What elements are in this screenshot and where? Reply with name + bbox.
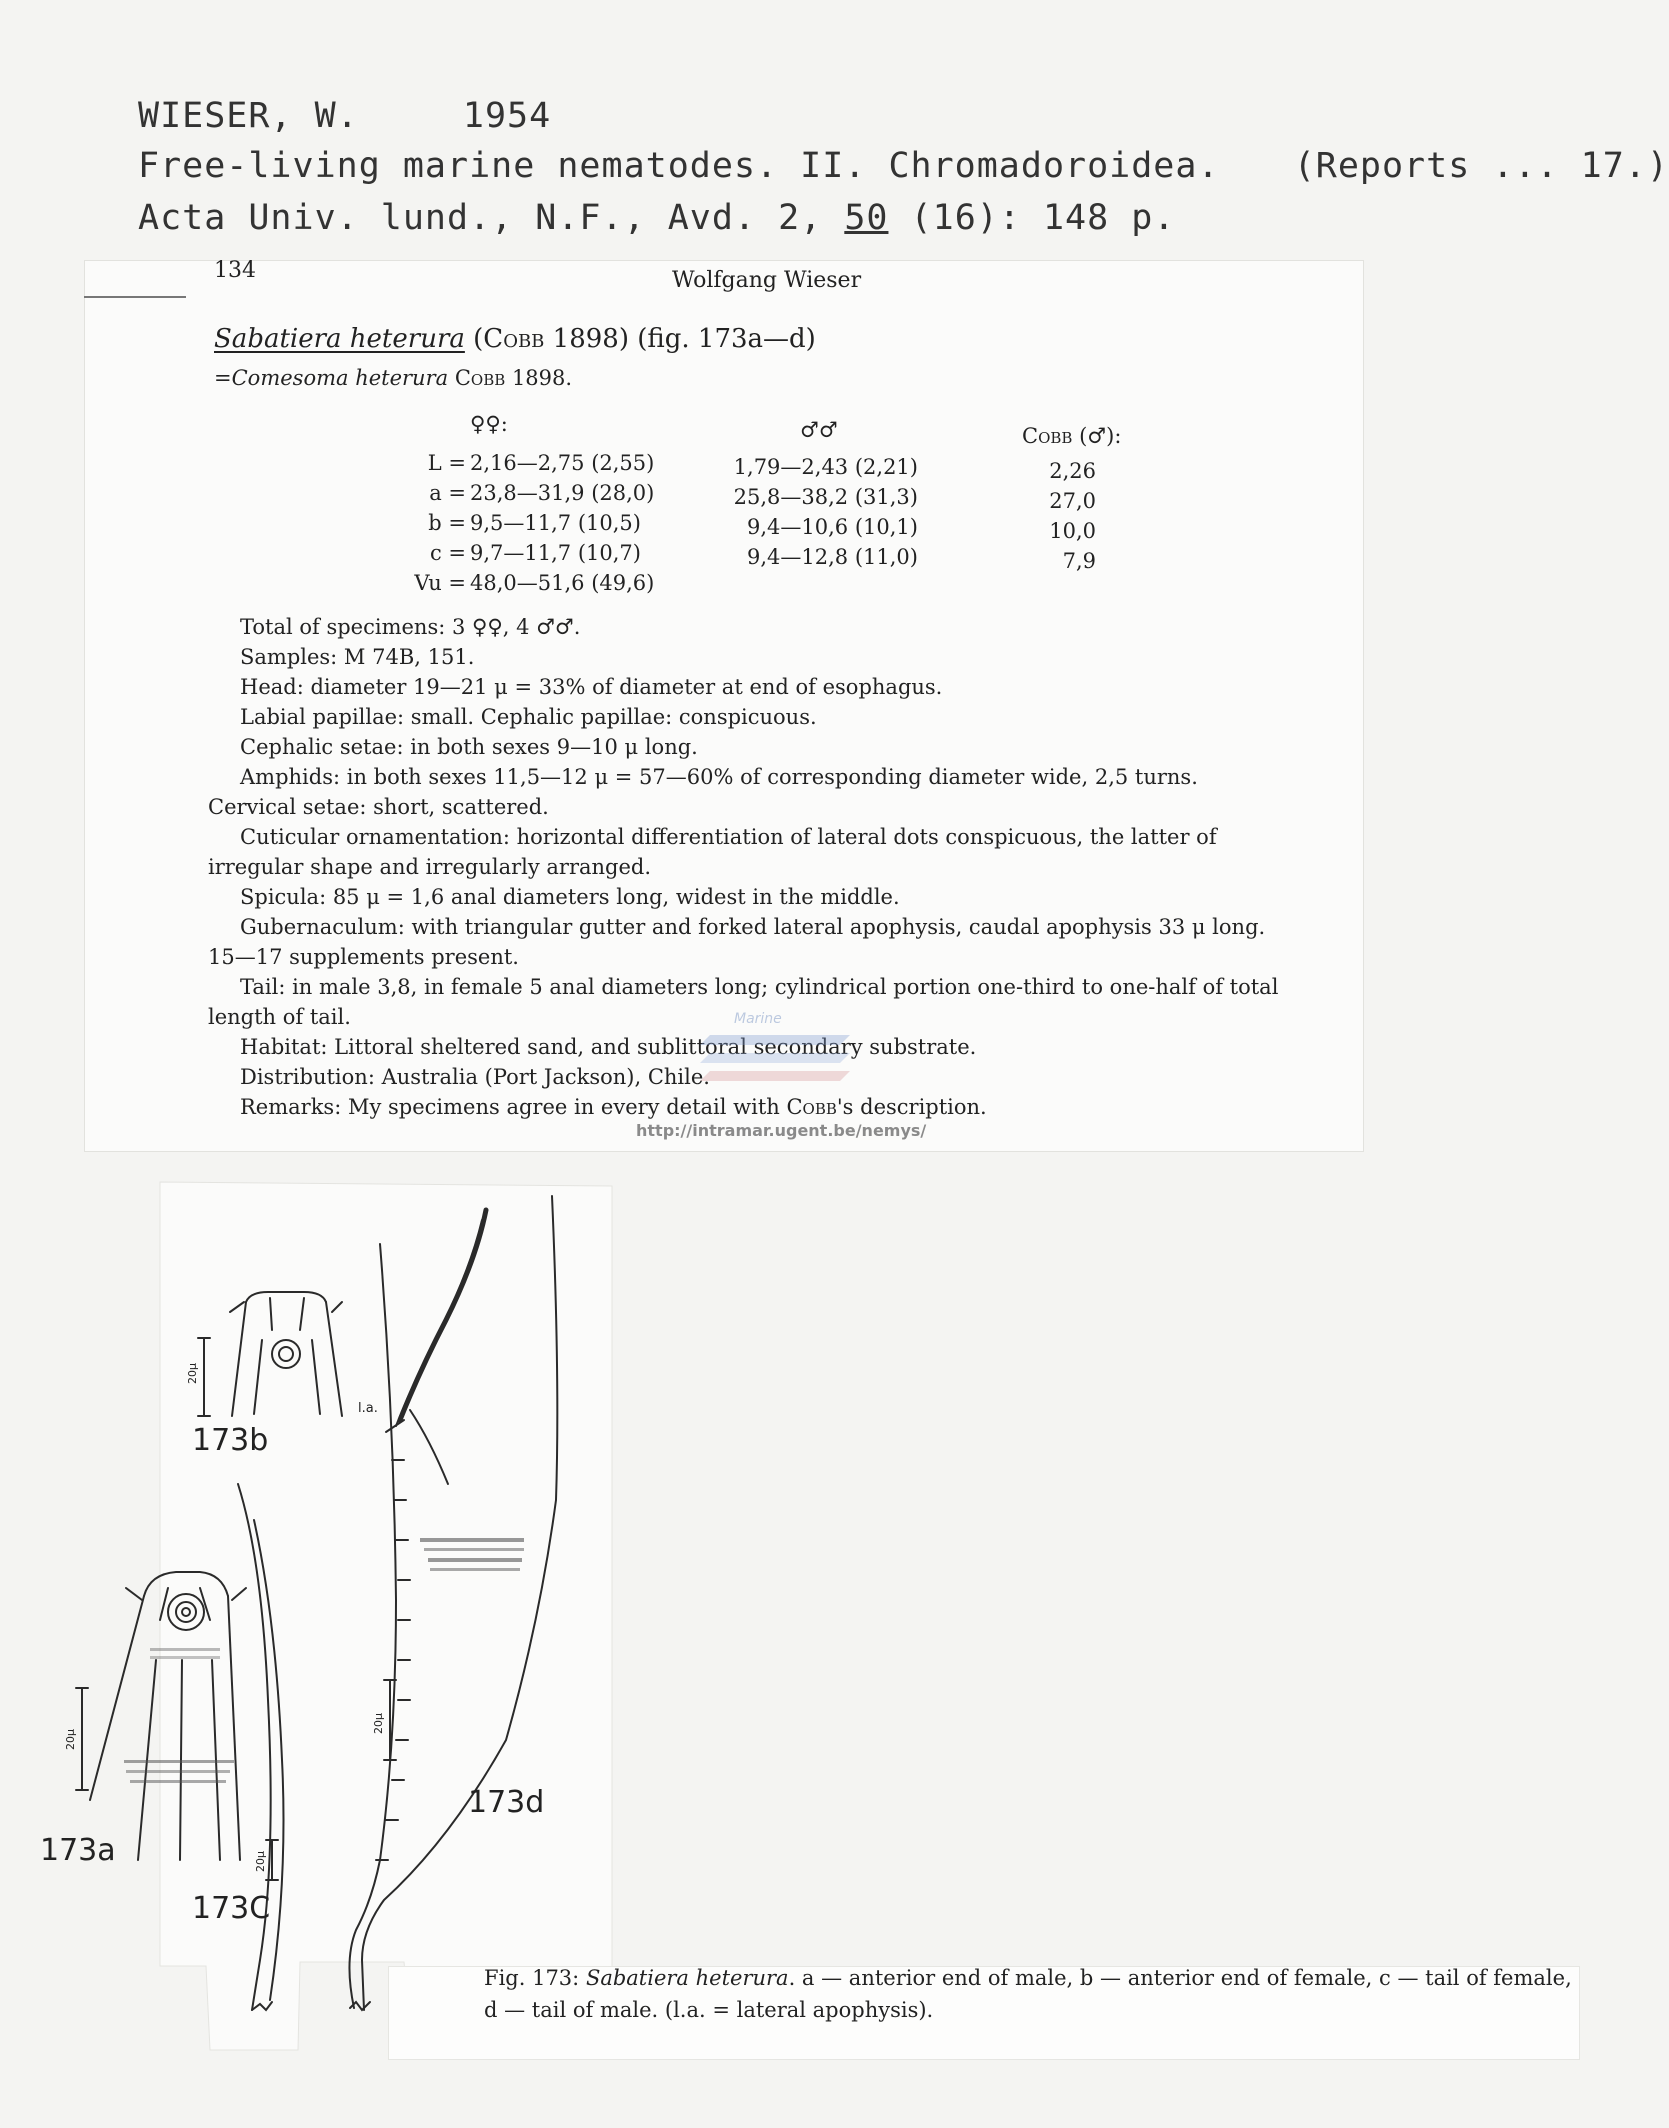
male-value: 9,4—10,6 (10,1) xyxy=(747,515,918,539)
figure-label-173d: 173d xyxy=(468,1785,545,1820)
male-value: 25,8—38,2 (31,3) xyxy=(733,485,918,509)
watermark-url-link[interactable]: http://intramar.ugent.be/nemys/ xyxy=(636,1121,927,1140)
description-paragraph: Cephalic setae: in both sexes 9—10 μ long. xyxy=(240,735,698,759)
description-paragraph: Samples: M 74B, 151. xyxy=(240,645,475,669)
page-number: 134 xyxy=(214,258,256,283)
description-paragraph: Tail: in male 3,8, in female 5 anal diameters long; cylindrical portion one-third to one-half of total length of tail. xyxy=(208,975,1279,1029)
description-paragraph: Remarks: My specimens agree in every detail with Cobb's description. xyxy=(240,1095,987,1119)
caption-prefix: Fig. 173: xyxy=(484,1966,580,1990)
caption-species: Sabatiera heterura xyxy=(585,1966,789,1990)
citation-year: 1954 xyxy=(462,96,552,136)
figure-caption xyxy=(484,1962,1574,2026)
species-author-year: 1898) xyxy=(552,324,629,354)
description-paragraph: Cervical setae: short, scattered. xyxy=(208,795,549,819)
female-value: 9,7—11,7 (10,7) xyxy=(470,541,641,565)
description-paragraph: Amphids: in both sexes 11,5—12 μ = 57—60% of corresponding diameter wide, 2,5 turns. xyxy=(240,765,1198,789)
description-paragraph: Distribution: Australia (Port Jackson), Chile. xyxy=(240,1065,710,1089)
figure-label-173c: 173C xyxy=(192,1891,271,1926)
cobb-value: 27,0 xyxy=(1049,489,1096,513)
scale-bar-label: 20μ xyxy=(372,1713,385,1734)
citation-author: WIESER, W. xyxy=(138,96,359,136)
description-paragraph: Labial papillae: small. Cephalic papillae: conspicuous. xyxy=(240,705,817,729)
label-a: a = xyxy=(429,481,466,505)
female-value: 23,8—31,9 (28,0) xyxy=(470,481,655,505)
citation-journal: Acta Univ. lund., N.F., Avd. 2, xyxy=(138,198,823,238)
figure-label-173a: 173a xyxy=(40,1833,116,1868)
scale-bar-label: 20μ xyxy=(186,1363,199,1384)
description-paragraph: Gubernaculum: with triangular gutter and forked lateral apophysis, caudal apophysis 33 μ long. 15—17 supplements present. xyxy=(208,915,1266,969)
cobb-header: Cobb (♂): xyxy=(1022,424,1122,448)
species-figure-ref: (fig. 173a—d) xyxy=(637,324,816,354)
citation-title: Free-living marine nematodes. II. Chromadoroidea. xyxy=(138,146,1220,186)
female-value: 9,5—11,7 (10,5) xyxy=(470,511,641,535)
male-value: 1,79—2,43 (2,21) xyxy=(733,455,918,479)
label-L: L = xyxy=(427,451,466,475)
label-b: b = xyxy=(428,511,466,535)
cobb-value: 7,9 xyxy=(1062,549,1096,573)
male-value: 9,4—12,8 (11,0) xyxy=(747,545,918,569)
scale-bar-label: 20μ xyxy=(64,1729,77,1750)
caption-text: . a — anterior end of male, b — anterior end of female, c — tail of female, d — tail of male. (l.a. = lateral apophysis). xyxy=(484,1966,1572,2022)
label-Vu: Vu = xyxy=(414,571,466,595)
scale-bar-label: 20μ xyxy=(254,1851,267,1872)
description-paragraph: Habitat: Littoral sheltered sand, and sublittoral secondary substrate. xyxy=(240,1035,977,1059)
males-header: ♂♂ xyxy=(800,418,838,442)
watermark-label: Marine xyxy=(734,1011,782,1027)
description-paragraph: Head: diameter 19—21 μ = 33% of diameter at end of esophagus. xyxy=(240,675,943,699)
citation-series-note: (Reports ... 17.) xyxy=(1293,146,1669,186)
running-head: Wolfgang Wieser xyxy=(672,268,862,293)
synonym-line: =Comesoma heterura Cobb 1898. xyxy=(214,366,573,390)
description-paragraph: Spicula: 85 μ = 1,6 anal diameters long, widest in the middle. xyxy=(240,885,900,909)
description-paragraph: Total of specimens: 3 ♀♀, 4 ♂♂. xyxy=(240,615,581,639)
citation-volume: 50 xyxy=(844,198,889,238)
figure-label-la: l.a. xyxy=(358,1401,378,1416)
females-header: ♀♀: xyxy=(470,412,508,436)
species-heading: Sabatiera heterura (Cobb 1898) (fig. 173a—d) xyxy=(214,324,816,354)
description-paragraph: Cuticular ornamentation: horizontal differentiation of lateral dots conspicuous, the latter of irregular shape and irregularly arranged. xyxy=(208,825,1217,879)
species-name: Sabatiera heterura xyxy=(214,324,465,354)
female-value: 48,0—51,6 (49,6) xyxy=(470,571,655,595)
species-author: Cobb xyxy=(483,324,545,354)
synonym-name: Comesoma heterura xyxy=(231,366,449,390)
label-c: c = xyxy=(429,541,466,565)
citation-pages: (16): 148 p. xyxy=(910,198,1176,238)
cobb-value: 2,26 xyxy=(1049,459,1096,483)
cobb-value: 10,0 xyxy=(1049,519,1096,543)
female-value: 2,16—2,75 (2,55) xyxy=(470,451,655,475)
figure-label-173b: 173b xyxy=(192,1423,269,1458)
